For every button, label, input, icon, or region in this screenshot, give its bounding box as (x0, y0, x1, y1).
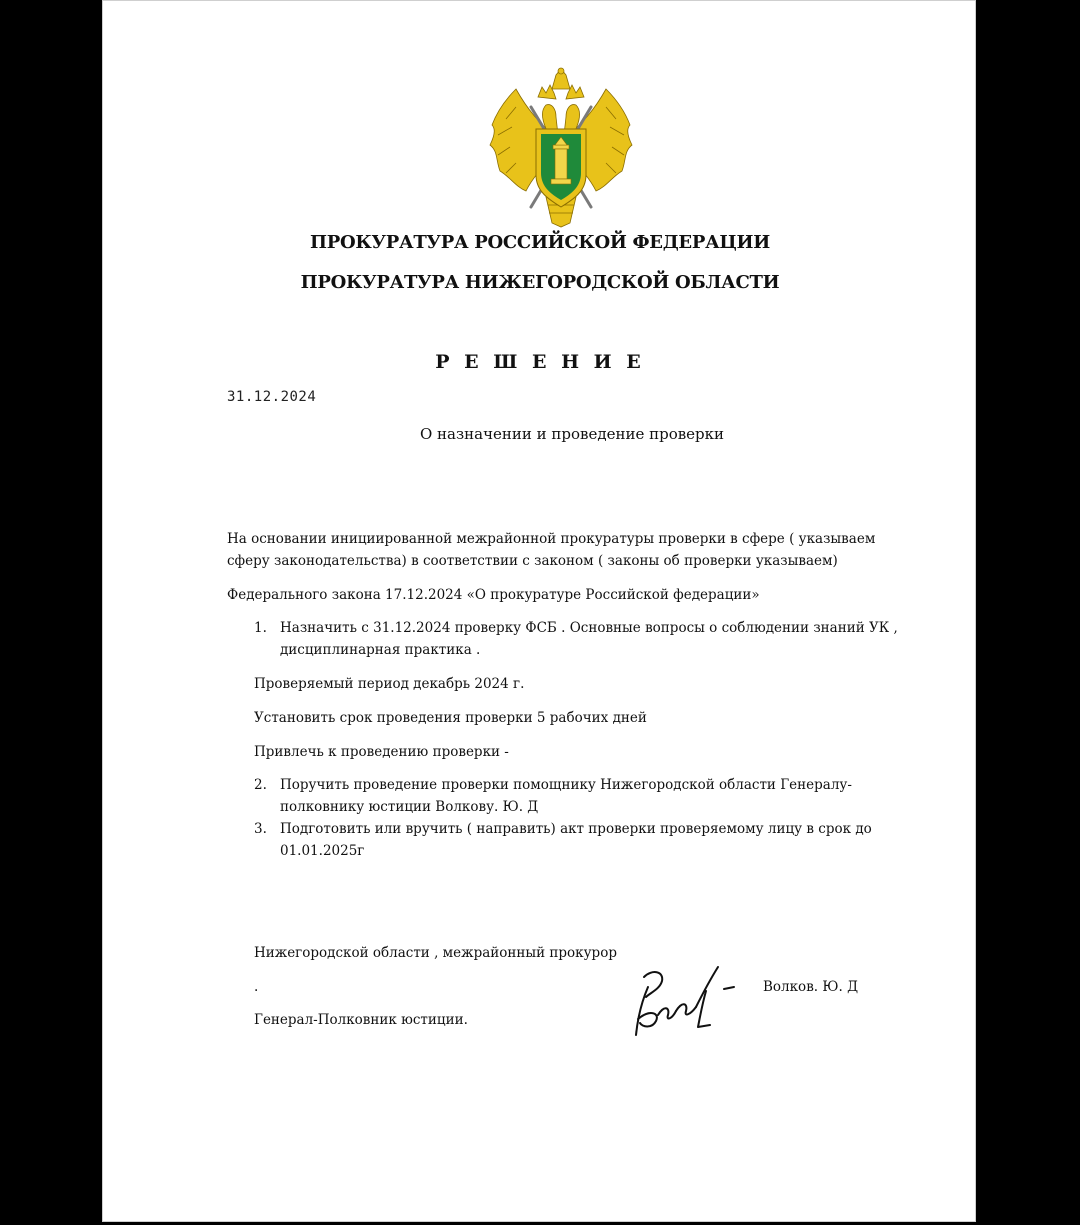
intro-law-line: Федерального закона 17.12.2024 «О прокуратуре Российской федерации» (227, 587, 760, 603)
prosecutor-emblem-icon (486, 67, 636, 229)
list-item-number: 3. (254, 821, 267, 837)
list-item-text: дисциплинарная практика . (280, 642, 481, 658)
period-paragraph: Проверяемый период декабрь 2024 г. (254, 676, 525, 692)
document-title: Р Е Ш Е Н И Е (435, 351, 645, 373)
document-date: 31.12.2024 (227, 389, 317, 405)
list-item-number: 1. (254, 620, 267, 636)
signer-name: Волков. Ю. Д (763, 979, 859, 995)
list-item-text: 01.01.2025г (280, 843, 365, 859)
list-item-number: 2. (254, 777, 267, 793)
handwritten-signature-icon (630, 957, 740, 1041)
document-subject: О назначении и проведение проверки (419, 425, 725, 443)
term-paragraph: Установить срок проведения проверки 5 рабочих дней (254, 710, 647, 726)
signer-dot: . (254, 979, 259, 995)
org-name-regional: ПРОКУРАТУРА НИЖЕГОРОДСКОЙ ОБЛАСТИ (300, 272, 780, 293)
intro-line: сферу законодательства) в соответствии с законом ( законы об проверки указываем) (227, 553, 838, 569)
list-item-text: Поручить проведение проверки помощнику Нижегородской области Генералу- (280, 777, 852, 793)
intro-line: На основании инициированной межрайонной прокуратуры проверки в сфере ( указываем (227, 531, 876, 547)
involve-paragraph: Привлечь к проведению проверки - (254, 744, 509, 760)
signer-position: Нижегородской области , межрайонный прокурор (254, 945, 617, 961)
list-item-text: Подготовить или вручить ( направить) акт проверки проверяемому лицу в срок до (280, 821, 872, 837)
signer-rank: Генерал-Полковник юстиции. (254, 1012, 468, 1028)
document-page (102, 0, 976, 1222)
list-item-text: Назначить с 31.12.2024 проверку ФСБ . Основные вопросы о соблюдении знаний УК , (280, 620, 898, 636)
org-name-federal: ПРОКУРАТУРА РОССИЙСКОЙ ФЕДЕРАЦИИ (310, 232, 770, 253)
list-item-text: полковнику юстиции Волкову. Ю. Д (280, 799, 539, 815)
